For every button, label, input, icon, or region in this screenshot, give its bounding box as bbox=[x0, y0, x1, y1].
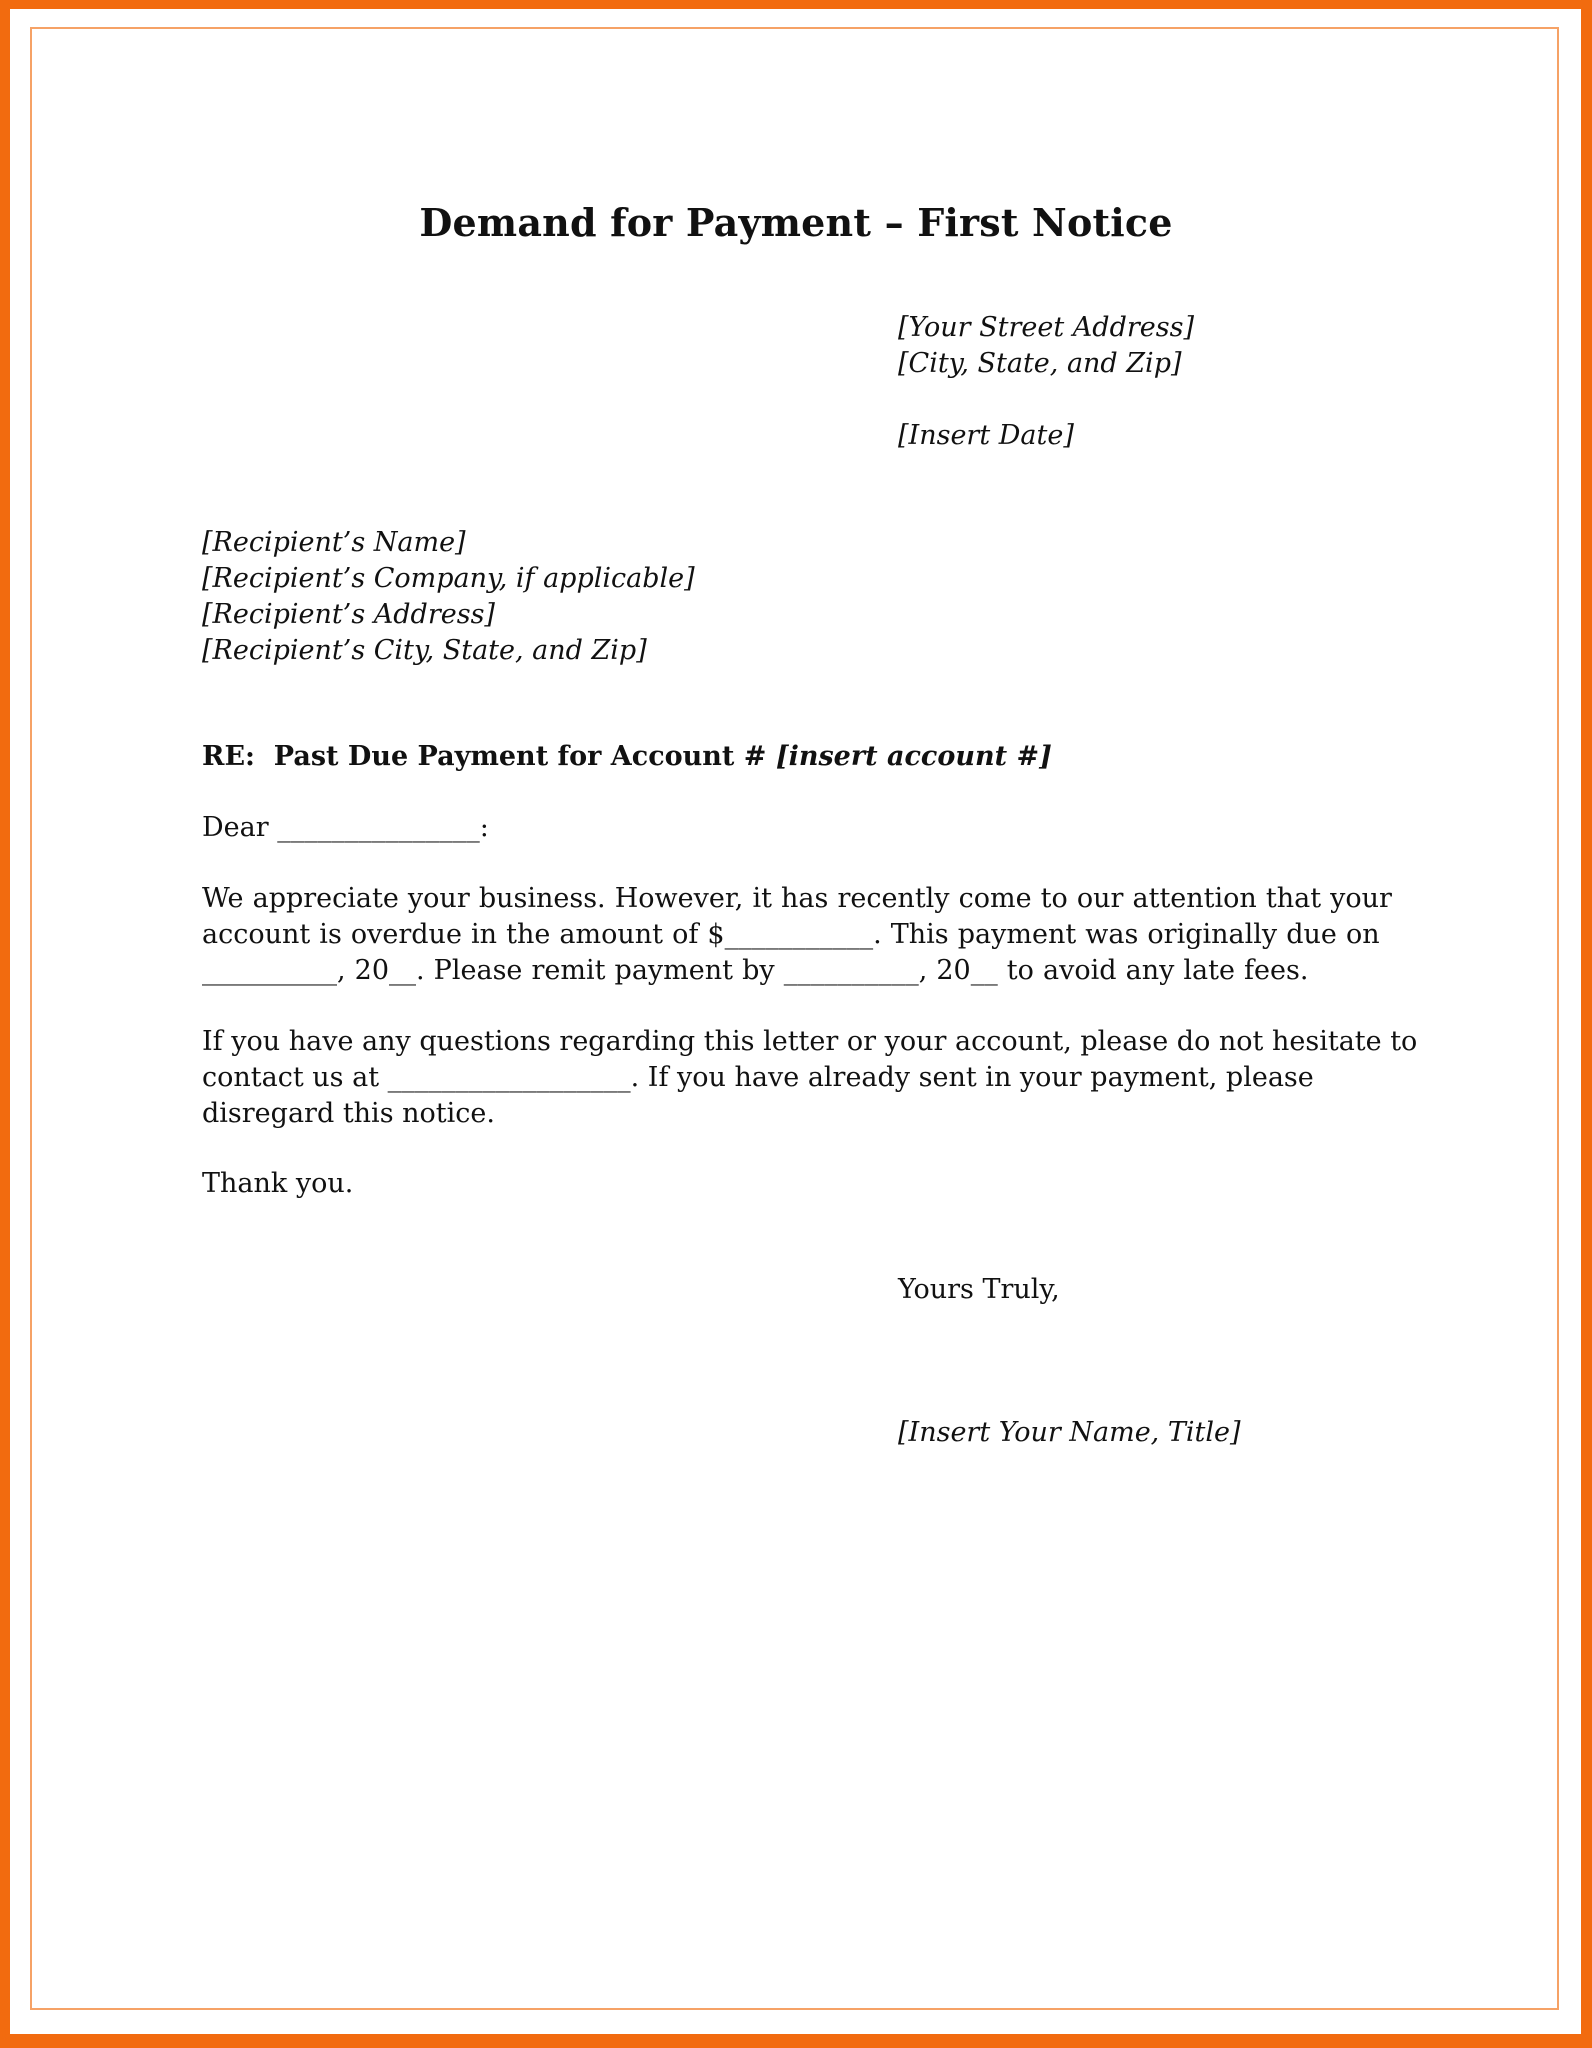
paragraph-line: We appreciate your business. However, it has recently come to our attention that your bbox=[202, 883, 1392, 914]
greeting bbox=[202, 810, 489, 846]
document-title: Demand for Payment – First Notice bbox=[419, 200, 1173, 245]
paragraph-line: If you have any questions regarding this letter or your account, please do not hesitate to bbox=[202, 1026, 1418, 1057]
sender-city-state-zip: [City, State, and Zip] bbox=[898, 348, 1182, 379]
signature bbox=[898, 1415, 1240, 1451]
closing bbox=[898, 1272, 1060, 1308]
date-placeholder: [Insert Date] bbox=[898, 420, 1074, 451]
signature-placeholder: [Insert Your Name, Title] bbox=[898, 1417, 1241, 1448]
recipient-address bbox=[202, 525, 695, 669]
paragraph-payment-details bbox=[202, 881, 1392, 989]
recipient-name: [Recipient’s Name] bbox=[202, 527, 466, 558]
recipient-city-state-zip: [Recipient’s City, State, and Zip] bbox=[202, 635, 647, 666]
greeting-text: Dear _______________: bbox=[202, 812, 489, 843]
paragraph-line: contact us at __________________. If you have already sent in your payment, please bbox=[202, 1062, 1314, 1093]
paragraph-line: account is overdue in the amount of $___________. This payment was originally due on bbox=[202, 919, 1380, 950]
paragraph-line: disregard this notice. bbox=[202, 1098, 495, 1129]
account-placeholder: [insert account #] bbox=[775, 741, 1052, 772]
re-prefix: RE: Past Due Payment for Account # bbox=[202, 741, 776, 772]
recipient-company: [Recipient’s Company, if applicable] bbox=[202, 563, 695, 594]
thanks-line bbox=[202, 1166, 353, 1202]
sender-address bbox=[898, 310, 1194, 382]
page-inner-border bbox=[30, 27, 1559, 2010]
thanks-text: Thank you. bbox=[202, 1168, 354, 1199]
closing-text: Yours Truly, bbox=[898, 1274, 1060, 1305]
letter-date bbox=[898, 418, 1074, 454]
sender-street: [Your Street Address] bbox=[898, 312, 1194, 343]
paragraph-contact bbox=[202, 1024, 1417, 1132]
re-line bbox=[202, 739, 1052, 775]
recipient-address-line: [Recipient’s Address] bbox=[202, 599, 495, 630]
paragraph-line: __________, 20__. Please remit payment by __________, 20__ to avoid any late fees. bbox=[202, 955, 1309, 986]
